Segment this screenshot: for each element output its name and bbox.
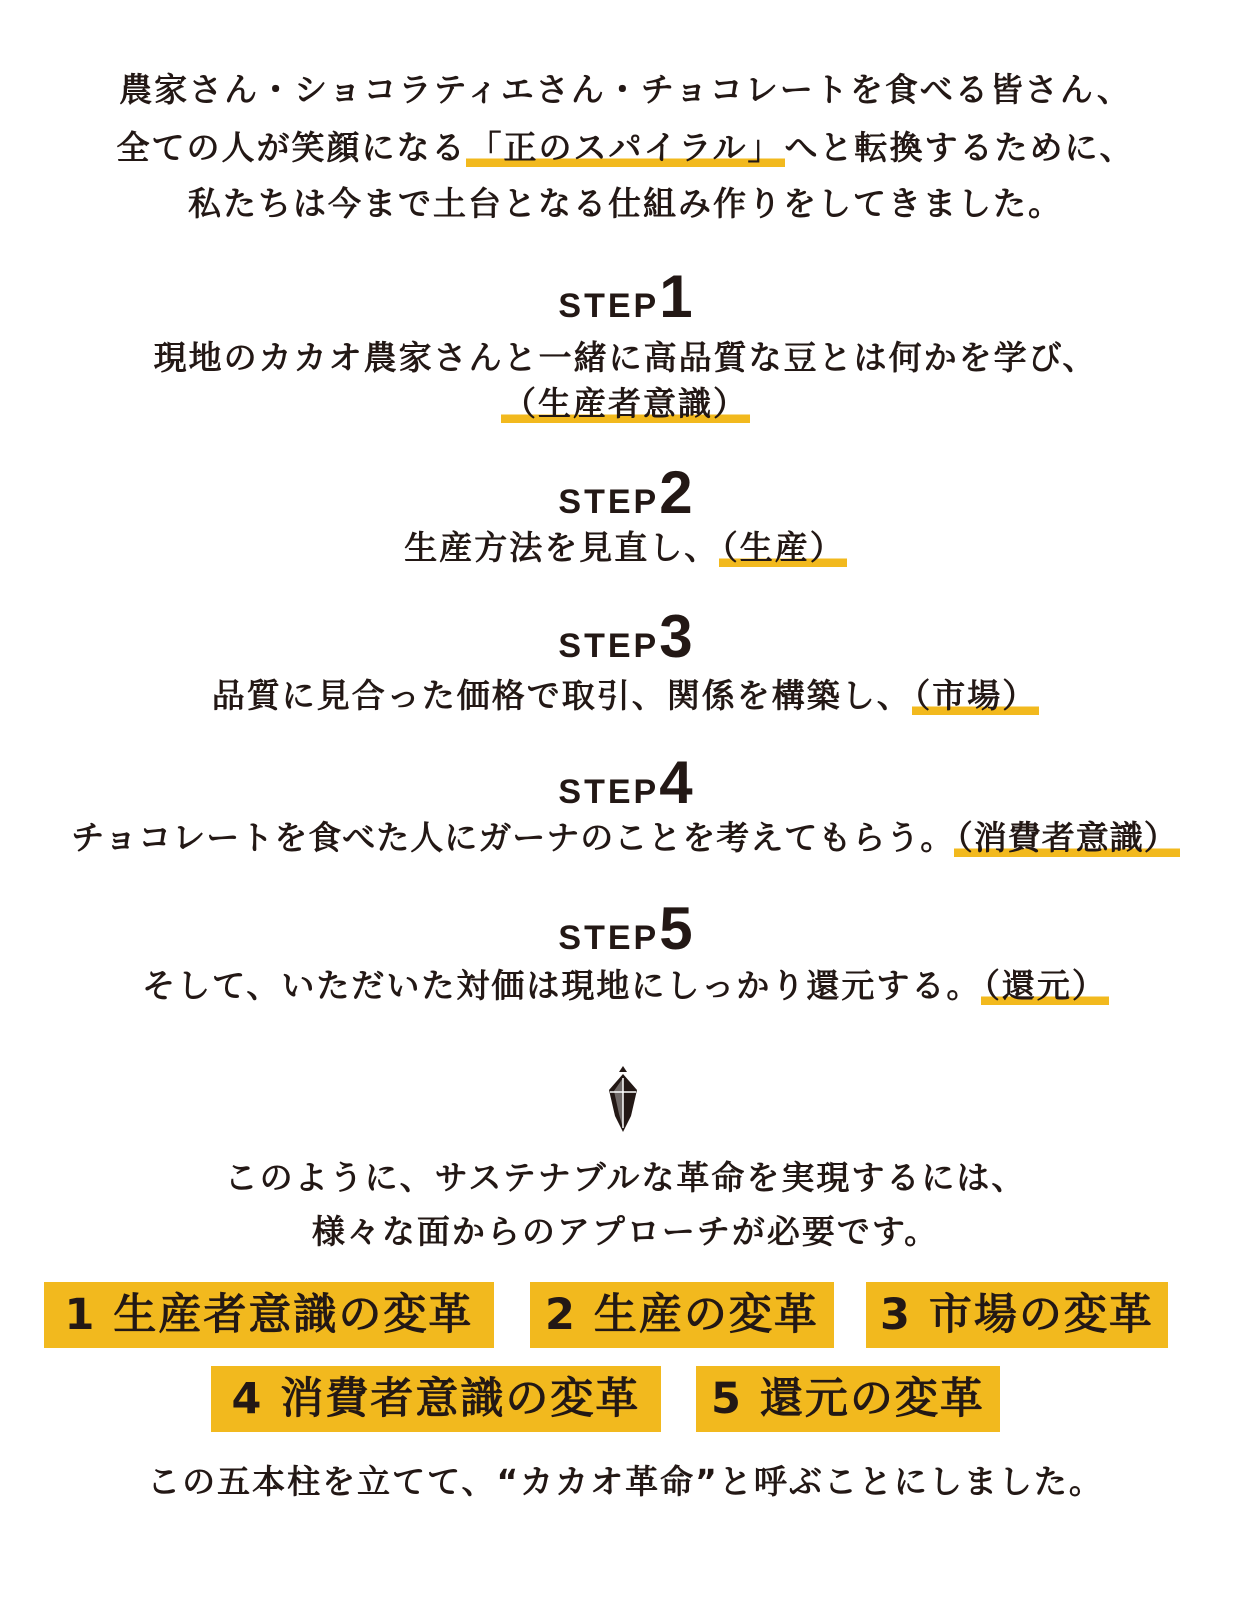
step-3-number: 3 (659, 603, 693, 670)
step-5-title (0, 894, 1251, 963)
step-1-title (0, 262, 1251, 331)
summary-line-2: 様々な面からのアプローチが必要です。 (311, 1212, 940, 1251)
intro-line-2 (0, 122, 1251, 169)
step-1-tag: （生産者意識） (503, 384, 748, 423)
intro-line-2-after: へと転換するために、 (784, 128, 1135, 167)
step-2-title (0, 458, 1251, 527)
step-2-text: 生産方法を見直し、 (404, 528, 720, 567)
step-4-word: STEP (558, 773, 660, 811)
step-5-text-line (0, 960, 1251, 1007)
step-2-text-line (0, 522, 1251, 569)
step-3-tag: （市場） (913, 676, 1038, 715)
pillar-2: 2 生産の変革 (530, 1282, 834, 1348)
step-2-tag: （生産） (721, 528, 845, 567)
step-5-text: そして、いただいた対価は現地にしっかり還元する。 (142, 966, 982, 1005)
step-5-tag: （還元） (983, 966, 1107, 1005)
cacao-pod-icon (603, 1066, 643, 1134)
intro-line-2-before: 全ての人が笑顔になる (116, 128, 467, 167)
step-4-text: チョコレートを食べた人にガーナのことを考えてもらう。 (71, 818, 955, 857)
positive-spiral-highlight: 「正のスパイラル」 (468, 128, 783, 167)
step-1-text: 現地のカカオ農家さんと一緒に高品質な豆とは何かを学び、 (153, 338, 1098, 377)
step-3-text: 品質に見合った価格で取引、関係を構築し、 (211, 676, 912, 715)
outro-text: この五本柱を立てて、“カカオ革命”と呼ぶことにしました。 (147, 1462, 1104, 1501)
step-4-title (0, 748, 1251, 817)
step-5-number: 5 (659, 895, 693, 962)
step-3-text-line (0, 670, 1251, 717)
step-1-number: 1 (659, 263, 693, 330)
step-2-word: STEP (558, 483, 660, 521)
step-3-word: STEP (558, 627, 660, 665)
step-4-number: 4 (659, 749, 693, 816)
intro-line-1: 農家さん・ショコラティエさん・チョコレートを食べる皆さん、 (119, 70, 1132, 109)
step-1-word: STEP (558, 287, 660, 325)
pillar-4: 4 消費者意識の変革 (211, 1366, 661, 1432)
step-5-word: STEP (558, 919, 660, 957)
summary-line-1: このように、サステナブルな革命を実現するには、 (224, 1158, 1027, 1197)
step-4-tag: （消費者意識） (956, 818, 1178, 857)
pillar-1: 1 生産者意識の変革 (44, 1282, 494, 1348)
step-2-number: 2 (659, 459, 693, 526)
pillar-5: 5 還元の変革 (696, 1366, 1000, 1432)
intro-line-3: 私たちは今まで土台となる仕組み作りをしてきました。 (188, 184, 1063, 223)
pillar-3: 3 市場の変革 (866, 1282, 1168, 1348)
step-3-title (0, 602, 1251, 671)
step-1-tag-line (0, 378, 1251, 425)
step-4-text-line (0, 812, 1251, 859)
